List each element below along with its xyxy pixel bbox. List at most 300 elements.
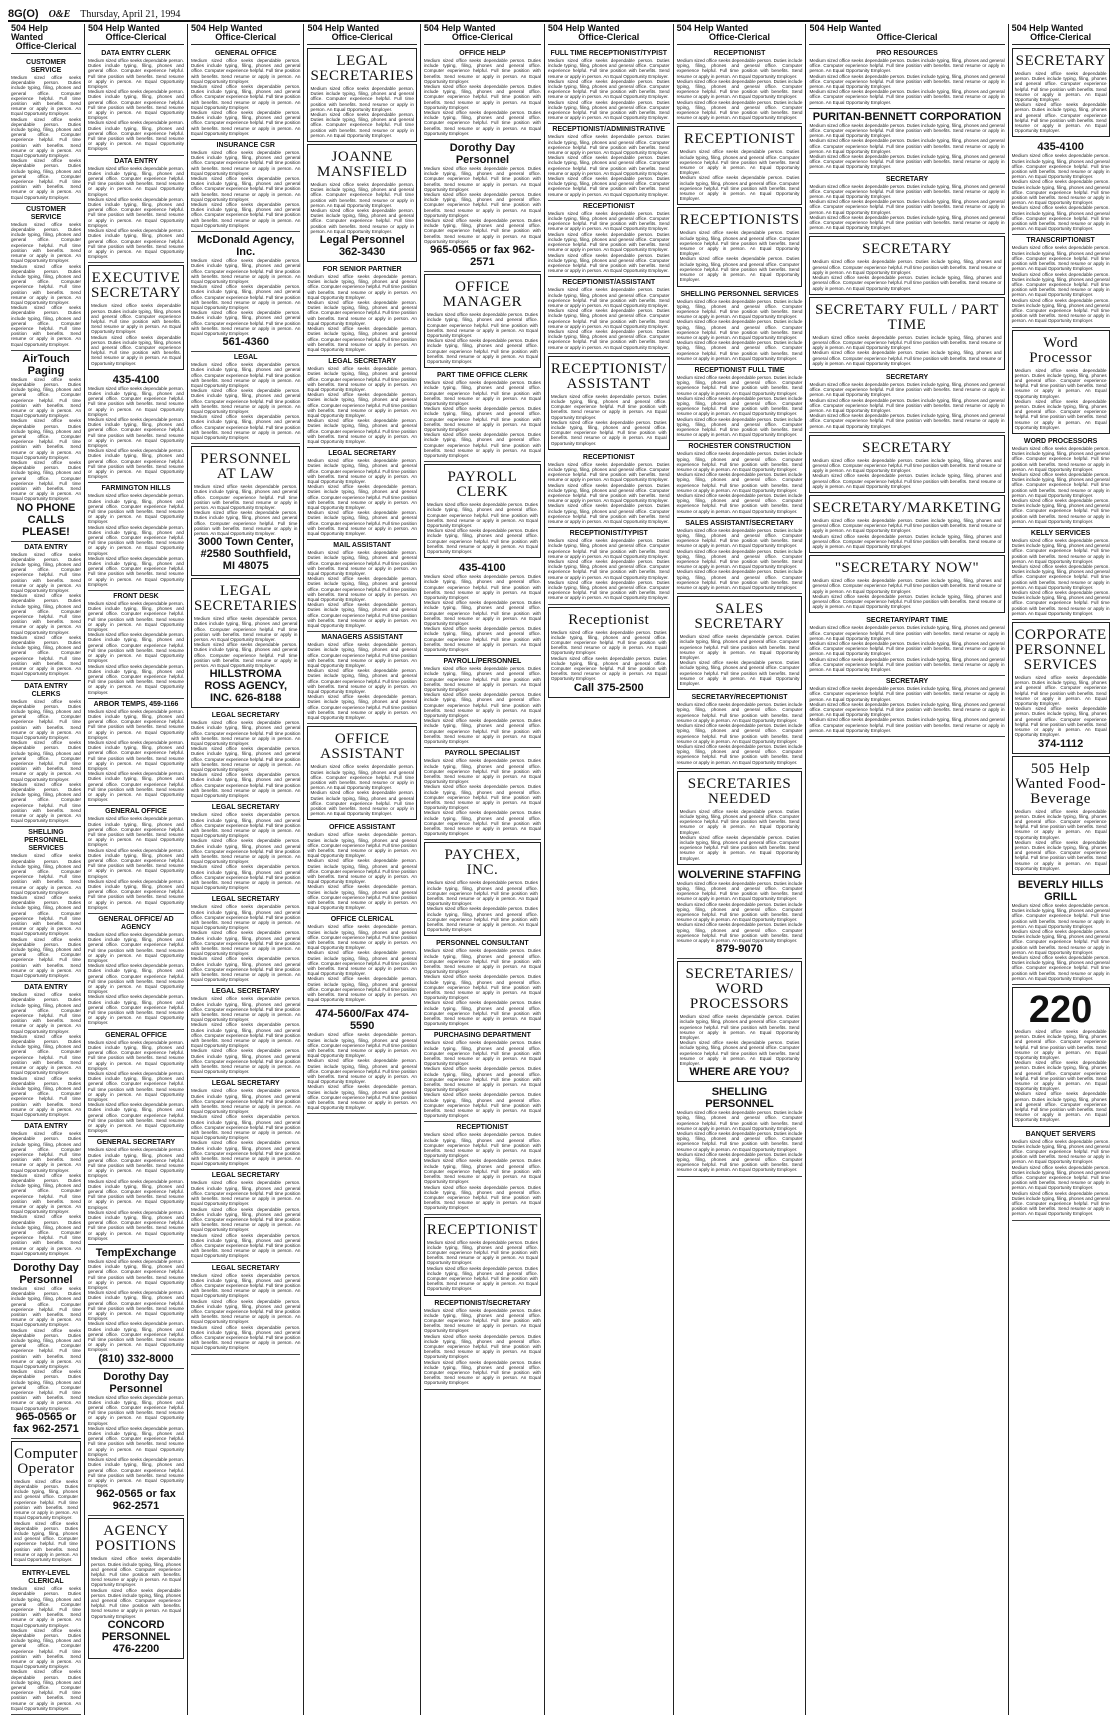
classified-ad (307, 540, 416, 632)
ad-body-text: Medium sized office seeks dependable person. Duties include typing, filing, phones and general office. Computer experience helpful. Full time position with benefits. Send resume or apply in person. An Equal Opportunity Employer. (91, 1556, 181, 1588)
ad-body-text: Medium sized office seeks dependable person. Duties include typing, filing, phones and general office. Computer experience helpful. Full time position with benefits. Send resume or apply in person. An Equal Opportunity Employer. (423, 810, 541, 837)
ad-contact: 474-5600/Fax 474-5590 (315, 1008, 409, 1033)
ad-body-text: Medium sized office seeks dependable person. Duties include typing, filing, phones and general office. Computer experience helpful. Full time position with benefits. Send resume or apply in person. An Equal Opportunity Employer. (11, 158, 81, 200)
ad-body-text: Medium sized office seeks dependable person. Duties include typing, filing, phones and general office. Computer experience helpful. Full time position with benefits. Send resume or apply in person. An Equal Opportunity Employer. (190, 362, 301, 388)
ad-body-text: Medium sized office seeks dependable person. Duties include typing, filing, phones and general office. Computer experience helpful. Full time position with benefits. Send resume or apply in person. An Equal Opportunity Employer. (88, 555, 184, 587)
ad-display-heading: SECRETARY/MARKETING (812, 499, 1002, 516)
ad-heading: DATA ENTRY CLERK (101, 50, 171, 57)
ad-heading: MAIL ASSISTANT (333, 542, 392, 550)
ad-body-text: Medium sized office seeks dependable person. Duties include typing, filing, phones and general office. Computer experience helpful. Full time position with benefits. Send resume or apply in person. An Equal Opportunity Employer. (809, 381, 1005, 398)
classified-ad (191, 140, 300, 232)
ad-body-text: Medium sized office seeks dependable person. Duties include typing, filing, phones and general office. Computer experience helpful. Full time position with benefits. Send resume or apply in person. An Equal Opportunity Employer. (11, 593, 81, 635)
ad-body-text: Medium sized office seeks dependable person. Duties include typing, filing, phones and general office. Computer experience helpful. Full time position with benefits. Send resume or apply in person. An Equal Opportunity Employer. (426, 338, 538, 364)
classified-ad (1012, 987, 1110, 1127)
ad-heading: OFFICE HELP (459, 50, 506, 57)
classified-ad (307, 1006, 416, 1114)
ad-body-text: Medium sized office seeks dependable person. Duties include typing, filing, phones and general office. Computer experience helpful. Full time position with benefits. Send resume or apply in person. An Equal Opportunity Employer. (11, 853, 81, 895)
ad-footer: 3000 Town Center, #2580 Southfield, MI 48075 (197, 536, 294, 573)
ad-body-text: Medium sized office seeks dependable person. Duties include typing, filing, phones and general office. Computer experience helpful. Full time position with benefits. Send resume or apply in person. An Equal Opportunity Employer. (423, 1132, 541, 1159)
ad-display-heading: PERSONNEL AT LAW (200, 451, 292, 483)
ad-body-text: Medium sized office seeks dependable person. Duties include typing, filing, phones and general office. Computer experience helpful. Full time position with benefits. Send resume or apply in person. An Equal Opportunity Employer. (88, 524, 184, 556)
ad-footer: NO PHONE CALLS PLEASE! (16, 501, 76, 538)
ad-body-text: Medium sized office seeks dependable person. Duties include typing, filing, phones and general office. Computer experience helpful. Full time position with benefits. Send resume or apply in person. An Equal Opportunity Employer. (809, 625, 1005, 641)
column-heading (307, 24, 416, 45)
ad-body-text: Medium sized office seeks dependable person. Duties include typing, filing, phones and general office. Computer experience helpful. Full time position with benefits. Send resume or apply in person. An Equal Opportunity Employer. (676, 340, 803, 361)
ad-body-text: Medium sized office seeks dependable person. Duties include typing, filing, phones and general office. Computer experience helpful. Full time position with benefits. Send resume or apply in person. An Equal Opportunity Employer. (676, 702, 803, 723)
ad-body-text: Medium sized office seeks dependable person. Duties include typing, filing, phones and general office. Computer experience helpful. Full time position with benefits. Send resume or apply in person. An Equal Opportunity Employer. (193, 510, 298, 537)
ad-contact: WOLVERINE STAFFING (678, 868, 802, 881)
ad-body-text: Medium sized office seeks dependable person. Duties include typing, filing, phones and general office. Computer experience helpful. Full time position with benefits. Send resume or apply in person. An Equal Opportunity Employer. (88, 120, 184, 152)
classified-ad (1012, 139, 1110, 235)
ad-body-text: Medium sized office seeks dependable person. Duties include typing, filing, phones and general office. Computer experience helpful. Full time position with benefits. Send resume or apply in person. An Equal Opportunity Employer. (809, 199, 1005, 215)
ad-body-text: Medium sized office seeks dependable person. Duties include typing, filing, phones and general office. Computer experience helpful. Full time position with benefits. Send resume or apply in person. An Equal Opportunity Employer. (426, 906, 538, 933)
classified-ad (88, 1030, 184, 1138)
classified-ad (677, 596, 803, 690)
ad-body-text: Medium sized office seeks dependable person. Duties include typing, filing, phones and general office. Computer experience helpful. Full time position with benefits. Send resume or apply in person. An Equal Opportunity Employer. (812, 517, 1002, 534)
ad-body-text: Medium sized office seeks dependable person. Duties include typing, filing, phones and general office. Computer experience helpful. Full time position with benefits. Send resume or apply in person. An Equal Opportunity Employer. (190, 1272, 301, 1299)
ad-body-text: Medium sized office seeks dependable person. Duties include typing, filing, phones and general office. Computer experience helpful. Full time position with benefits. Send resume or apply in person. An Equal Opportunity Employer. (307, 694, 417, 721)
ad-body-text: Medium sized office seeks dependable person. Duties include typing, filing, phones and general office. Computer experience helpful. Full time position with benefits. Send resume or apply in person. An Equal Opportunity Employer. (310, 208, 414, 234)
ad-body-text: Medium sized office seeks dependable person. Duties include typing, filing, phones and general office. Computer experience helpful. Full time position with benefits. Send resume or apply in person. An Equal Opportunity Employer. (14, 1478, 78, 1521)
ad-body-text: Medium sized office seeks dependable person. Duties include typing, filing, phones and general office. Computer experience helpful. Full time position with benefits. Send resume or apply in person. An Equal Opportunity Employer. (11, 376, 81, 419)
ad-body-text: Medium sized office seeks dependable person. Duties include typing, filing, phones and general office. Computer experience helpful. Full time position with benefits. Send resume or apply in person. An Equal Opportunity Employer. (190, 996, 301, 1023)
ad-heading: PART TIME OFFICE CLERK (436, 372, 528, 380)
ad-body-text: Medium sized office seeks dependable person. Duties include typing, filing, phones and general office. Computer experience helpful. Full time position with benefits. Send resume or apply in person. An Equal Opportunity Employer. (550, 655, 667, 682)
ad-display-heading: SALES SECRETARY (694, 601, 785, 633)
ad-body-text: Medium sized office seeks dependable person. Duties include typing, filing, phones and general office. Computer experience helpful. Full time position with benefits. Send resume or apply in person. An Equal Opportunity Employer. (1011, 538, 1110, 564)
classified-ad (307, 48, 416, 142)
ad-body-text: Medium sized office seeks dependable person. Duties include typing, filing, phones and general office. Computer experience helpful. Full time position with benefits. Send resume or apply in person. An Equal Opportunity Employer. (676, 58, 803, 79)
ad-body-text: Medium sized office seeks dependable person. Duties include typing, filing, phones and general office. Computer experience helpful. Full time position with benefits. Send resume or apply in person. An Equal Opportunity Employer. (1014, 102, 1107, 134)
ad-body-text: Medium sized office seeks dependable person. Duties include typing, filing, phones and general office. Computer experience helpful. Full time position with benefits. Send resume or apply in person. An Equal Opportunity Employer. (310, 764, 414, 791)
classified-ad (548, 452, 670, 528)
ad-body-text: Medium sized office seeks dependable person. Duties include typing, filing, phones and general office. Computer experience helpful. Full time position with benefits. Send resume or apply in person. An Equal Opportunity Employer. (547, 579, 670, 601)
classified-ad (1012, 756, 1110, 875)
ad-body-text: Medium sized office seeks dependable person. Duties include typing, filing, phones and general office. Computer experience helpful. Full time position with benefits. Send resume or apply in person. An Equal Opportunity Employer. (676, 319, 803, 340)
ad-body-text: Medium sized office seeks dependable person. Duties include typing, filing, phones and general office. Computer experience helpful. Full time position with benefits. Send resume or apply in person. An Equal Opportunity Employer. (91, 334, 181, 366)
ad-body-text: Medium sized office seeks dependable person. Duties include typing, filing, phones and general office. Computer experience helpful. Full time position with benefits. Send resume or apply in person. An Equal Opportunity Employer. (11, 1586, 81, 1628)
classified-ad (424, 560, 541, 656)
ad-body-text: Medium sized office seeks dependable person. Duties include typing, filing, phones and general office. Computer experience helpful. Full time position with benefits. Send resume or apply in person. An Equal Opportunity Employer. (1011, 902, 1110, 929)
column-heading (88, 24, 184, 45)
ad-body-text: Medium sized office seeks dependable person. Duties include typing, filing, phones and general office. Computer experience helpful. Full time position with benefits. Send resume or apply in person. An Equal Opportunity Employer. (676, 569, 803, 591)
classified-ad (677, 1084, 803, 1176)
ad-body-text: Medium sized office seeks dependable person. Duties include typing, filing, phones and general office. Computer experience helpful. Full time position with benefits. Send resume or apply in person. An Equal Opportunity Employer. (1014, 839, 1107, 871)
ad-body-text: Medium sized office seeks dependable person. Duties include typing, filing, phones and general office. Computer experience helpful. Full time position with benefits. Send resume or apply in person. An Equal Opportunity Employer. (676, 78, 803, 100)
classified-ad (1012, 877, 1110, 985)
ad-body-text: Medium sized office seeks dependable person. Duties include typing, filing, phones and general office. Computer experience helpful. Full time position with benefits. Send resume or apply in person. An Equal Opportunity Employer. (88, 1259, 184, 1291)
classified-ad (809, 555, 1004, 613)
ad-display-heading: PAYROLL CLERK (447, 469, 518, 501)
classified-ad (677, 518, 803, 594)
ad-body-text: Medium sized office seeks dependable person. Duties include typing, filing, phones and general office. Computer experience helpful. Full time position with benefits. Send resume or apply in person. An Equal Opportunity Employer. (307, 576, 417, 603)
ad-heading: GENERAL OFFICE (105, 1031, 167, 1039)
ad-body-text: Medium sized office seeks dependable person. Duties include typing, filing, phones and general office. Computer experience helpful. Full time position with benefits. Send resume or apply in person. An Equal Opportunity Employer. (11, 221, 81, 264)
classified-ad (424, 48, 541, 140)
classified-ad (809, 372, 1004, 433)
classified-ad (11, 1121, 81, 1260)
ad-body-text: Medium sized office seeks dependable person. Duties include typing, filing, phones and general office. Computer experience helpful. Full time position with benefits. Send resume or apply in person. An Equal Opportunity Employer. (310, 790, 414, 817)
ad-body-text: Medium sized office seeks dependable person. Duties include typing, filing, phones and general office. Computer experience helpful. Full time position with benefits. Send resume or apply in person. An Equal Opportunity Employer. (423, 948, 541, 975)
classified-ad (677, 961, 803, 1082)
classified-ad (191, 578, 300, 708)
ad-body-text: Medium sized office seeks dependable person. Duties include typing, filing, phones and general office. Computer experience helpful. Full time position with benefits. Send resume or apply in person. An Equal Opportunity Employer. (809, 89, 1005, 105)
classified-ad (1012, 235, 1110, 327)
ad-body-text: Medium sized office seeks dependable person. Duties include typing, filing, phones and general office. Computer experience helpful. Full time position with benefits. Send resume or apply in person. An Equal Opportunity Employer. (88, 771, 184, 803)
classified-ad (809, 676, 1004, 737)
ad-body-text: Medium sized office seeks dependable person. Duties include typing, filing, phones and general office. Computer experience helpful. Full time position with benefits. Send resume or apply in person. An Equal Opportunity Employer. (423, 58, 541, 84)
ad-display-number: 220 (1028, 988, 1093, 1031)
ad-heading: GENERAL OFFICE (214, 50, 277, 57)
ad-heading: KELLY SERVICES (1030, 530, 1091, 538)
ad-heading: RECEPTIONIST (582, 453, 635, 461)
ad-body-text: Medium sized office seeks dependable person. Duties include typing, filing, phones and general office. Computer experience helpful. Full time position with benefits. Send resume or apply in person. An Equal Opportunity Employer. (423, 1158, 541, 1185)
category-code: 504 (88, 23, 106, 33)
ad-heading: LEGAL SECRETARY (211, 1172, 280, 1180)
column-heading (677, 24, 803, 45)
classified-ad (424, 938, 541, 1030)
ad-display-heading: 505 Help Wanted Food-Beverage (1015, 760, 1107, 807)
ad-body-text: Medium sized office seeks dependable person. Duties include typing, filing, phones and general office. Computer experience helpful. Full time position with benefits. Send resume or apply in person. An Equal Opportunity Employer. (88, 1321, 184, 1353)
ad-heading: RECEPTIONIST (582, 202, 635, 210)
ad-body-text: Medium sized office seeks dependable person. Duties include typing, filing, phones and general office. Computer experience helpful. Full time position with benefits. Send resume or apply in person. An Equal Opportunity Employer. (88, 196, 184, 228)
classified-ad (88, 1137, 184, 1245)
ad-body-text: Medium sized office seeks dependable person. Duties include typing, filing, phones and general office. Computer experience helpful. Full time position with benefits. Send resume or apply in person. An Equal Opportunity Employer. (190, 956, 301, 983)
ad-body-text: Medium sized office seeks dependable person. Duties include typing, filing, phones and general office. Computer experience helpful. Full time position with benefits. Send resume or apply in person. An Equal Opportunity Employer. (307, 484, 417, 510)
classified-ad (1012, 622, 1110, 753)
category-code: 504 (676, 23, 695, 33)
ad-body-text: Medium sized office seeks dependable person. Duties include typing, filing, phones and general office. Computer experience helpful. Full time position with benefits. Send resume or apply in person. An Equal Opportunity Employer. (310, 182, 414, 208)
ad-footer: 561-4360 (222, 336, 269, 349)
ad-body-text: Medium sized office seeks dependable person. Duties include typing, filing, phones and general office. Computer experience helpful. Full time position with benefits. Send resume or apply in person. An Equal Opportunity Employer. (190, 388, 301, 414)
ad-body-text: Medium sized office seeks dependable person. Duties include typing, filing, phones and general office. Computer experience helpful. Full time position with benefits. Send resume or apply in person. An Equal Opportunity Employer. (11, 1286, 81, 1328)
ad-body-text: Medium sized office seeks dependable person. Duties include typing, filing, phones and general office. Computer experience helpful. Full time position with benefits. Send resume or apply in person. An Equal Opportunity Employer. (190, 746, 301, 773)
ad-body-text: Medium sized office seeks dependable person. Duties include typing, filing, phones and general office. Computer experience helpful. Full time position with benefits. Send resume or apply in person. An Equal Opportunity Employer. (190, 1140, 301, 1167)
ad-heading: MANAGERS ASSISTANT (321, 634, 404, 642)
classified-ad (1012, 436, 1110, 528)
ad-body-text: Medium sized office seeks dependable person. Duties include typing, filing, phones and general office. Computer experience helpful. Full time position with benefits. Send resume or apply in person. An Equal Opportunity Employer. (423, 166, 541, 192)
ad-contact: Dorothy Day Personnel (449, 142, 516, 167)
ad-body-text: Medium sized office seeks dependable person. Duties include typing, filing, phones and general office. Computer experience helpful. Full time position with benefits. Send resume or apply in person. An Equal Opportunity Employer. (307, 366, 417, 392)
classified-ad (88, 1245, 184, 1369)
ad-body-text: Medium sized office seeks dependable person. Duties include typing, filing, phones and general office. Computer experience helpful. Full time position with benefits. Send resume or apply in person. An Equal Opportunity Employer. (423, 1040, 541, 1067)
ad-body-text: Medium sized office seeks dependable person. Duties include typing, filing, phones and general office. Computer experience helpful. Full time position with benefits. Send resume or apply in person. An Equal Opportunity Employer. (88, 416, 184, 448)
classified-ad (191, 986, 300, 1078)
ad-body-text: Medium sized office seeks dependable person. Duties include typing, filing, phones and general office. Computer experience helpful. Full time position with benefits. Send resume or apply in person. An Equal Opportunity Employer. (423, 718, 541, 745)
classified-ad (677, 867, 803, 959)
classified-ad (677, 126, 803, 205)
ad-heading: DATA ENTRY (24, 1123, 68, 1131)
ad-body-text: Medium sized office seeks dependable person. Duties include typing, filing, phones and general office. Computer experience helpful. Full time position with benefits. Send resume or apply in person. An Equal Opportunity Employer. (676, 395, 803, 417)
ad-contact: 435-4100 (459, 562, 506, 575)
ad-body-text: Medium sized office seeks dependable person. Duties include typing, filing, phones and general office. Computer experience helpful. Full time position with benefits. Send resume or apply in person. An Equal Opportunity Employer. (676, 1110, 803, 1131)
ad-body-text: Medium sized office seeks dependable person. Duties include typing, filing, phones and general office. Computer experience helpful. Full time position with benefits. Send resume or apply in person. An Equal Opportunity Employer. (426, 528, 538, 554)
ad-body-text: Medium sized office seeks dependable person. Duties include typing, filing, phones and general office. Computer experience helpful. Full time position with benefits. Send resume or apply in person. An Equal Opportunity Employer. (679, 256, 800, 283)
ad-heading: PAYROLL/PERSONNEL (443, 658, 522, 666)
ad-body-text: Medium sized office seeks dependable person. Duties include typing, filing, phones and general office. Computer experience helpful. Full time position with benefits. Send resume or apply in person. An Equal Opportunity Employer. (547, 461, 670, 483)
ad-body-text: Medium sized office seeks dependable person. Duties include typing, filing, phones and general office. Computer experience helpful. Full time position with benefits. Send resume or apply in person. An Equal Opportunity Employer. (812, 275, 1002, 291)
ad-body-text: Medium sized office seeks dependable person. Duties include typing, filing, phones and general office. Computer experience helpful. Full time position with benefits. Send resume or apply in person. An Equal Opportunity Employer. (423, 84, 541, 110)
ad-body-text: Medium sized office seeks dependable person. Duties include typing, filing, phones and general office. Computer experience helpful. Full time position with benefits. Send resume or apply in person. An Equal Opportunity Employer. (88, 1209, 184, 1241)
ad-display-heading: LEGAL SECRETARIES (310, 53, 414, 84)
ad-body-text: Medium sized office seeks dependable person. Duties include typing, filing, phones and general office. Computer experience helpful. Full time position with benefits. Send resume or apply in person. An Equal Opportunity Employer. (1011, 205, 1110, 232)
ad-body-text: Medium sized office seeks dependable person. Duties include typing, filing, phones and general office. Computer experience helpful. Full time position with benefits. Send resume or apply in person. An Equal Opportunity Employer. (11, 263, 81, 305)
ad-body-text: Medium sized office seeks dependable person. Duties include typing, filing, phones and general office. Computer experience helpful. Full time position with benefits. Send resume or apply in person. An Equal Opportunity Employer. (190, 110, 301, 136)
ad-heading: FARMINGTON HILLS (101, 485, 171, 493)
ad-heading: LEGAL SECRETARY (211, 712, 280, 720)
ad-body-text: Medium sized office seeks dependable person. Duties include typing, filing, phones and general office. Computer experience helpful. Full time position with benefits. Send resume or apply in person. An Equal Opportunity Employer. (812, 259, 1002, 275)
ad-display-heading: Receptionist (568, 611, 650, 628)
ad-body-text: Medium sized office seeks dependable person. Duties include typing, filing, phones and general office. Computer experience helpful. Full time position with benefits. Send resume or apply in person. An Equal Opportunity Employer. (88, 739, 184, 771)
ad-body-text: Medium sized office seeks dependable person. Duties include typing, filing, phones and general office. Computer experience helpful. Full time position with benefits. Send resume or apply in person. An Equal Opportunity Employer. (809, 183, 1005, 200)
ad-body-text: Medium sized office seeks dependable person. Duties include typing, filing, phones and general office. Computer experience helpful. Full time position with benefits. Send resume or apply in person. An Equal Opportunity Employer. (190, 258, 301, 284)
ad-display-heading: RECEPTIONIST (426, 1221, 538, 1238)
ad-display-heading: SECRETARIES/ WORD PROCESSORS (685, 966, 794, 1013)
classified-ad (809, 109, 1004, 174)
ad-body-text: Medium sized office seeks dependable person. Duties include typing, filing, phones and general office. Computer experience helpful. Full time position with benefits. Send resume or apply in person. An Equal Opportunity Employer. (307, 924, 417, 951)
ad-body-text: Medium sized office seeks dependable person. Duties include typing, filing, phones and general office. Computer experience helpful. Full time position with benefits. Send resume or apply in person. An Equal Opportunity Employer. (423, 1066, 541, 1093)
ad-body-text: Medium sized office seeks dependable person. Duties include typing, filing, phones and general office. Computer experience helpful. Full time position with benefits. Send resume or apply in person. An Equal Opportunity Employer. (423, 758, 541, 785)
ad-display-heading: "SECRETARY NOW" (834, 560, 980, 577)
ad-heading: SHELLING PERSONNEL SERVICES (680, 290, 799, 298)
ad-heading: RECEPTIONIST FULL TIME (694, 366, 785, 374)
category-code: 504 (307, 23, 325, 33)
classified-ad (11, 351, 81, 542)
publication-name: O&E (48, 9, 71, 20)
ad-body-text: Medium sized office seeks dependable person. Duties include typing, filing, phones and general office. Computer experience helpful. Full time position with benefits. Send resume or apply in person. An Equal Opportunity Employer. (1011, 954, 1110, 981)
ad-body-text: Medium sized office seeks dependable person. Duties include typing, filing, phones and general office. Computer experience helpful. Full time position with benefits. Send resume or apply in person. An Equal Opportunity Employer. (812, 350, 1002, 366)
ad-body-text: Medium sized office seeks dependable person. Duties include typing, filing, phones and general office. Computer experience helpful. Full time position with benefits. Send resume or apply in person. An Equal Opportunity Employer. (1011, 1164, 1110, 1191)
ad-body-text: Medium sized office seeks dependable person. Duties include typing, filing, phones and general office. Computer experience helpful. Full time position with benefits. Send resume or apply in person. An Equal Opportunity Employer. (307, 300, 417, 326)
category-title: Help Wanted (441, 23, 496, 33)
classified-ad (191, 446, 300, 576)
classified-ad (307, 144, 416, 262)
ad-body-text: Medium sized office seeks dependable person. Duties include typing, filing, phones and general office. Computer experience helpful. Full time position with benefits. Send resume or apply in person. An Equal Opportunity Employer. (423, 1307, 541, 1334)
classified-ad (809, 495, 1004, 553)
ad-heading: RECEPTIONIST/ASSISTANT (562, 279, 656, 287)
ad-body-text: Medium sized office seeks dependable person. Duties include typing, filing, phones and general office. Computer experience helpful. Full time position with benefits. Send resume or apply in person. An Equal Opportunity Employer. (1011, 928, 1110, 955)
ad-body-text: Medium sized office seeks dependable person. Duties include typing, filing, phones and general office. Computer experience helpful. Full time position with benefits. Send resume or apply in person. An Equal Opportunity Employer. (307, 392, 417, 418)
ad-body-text: Medium sized office seeks dependable person. Duties include typing, filing, phones and general office. Computer experience helpful. Full time position with benefits. Send resume or apply in person. An Equal Opportunity Employer. (88, 1178, 184, 1210)
ad-body-text: Medium sized office seeks dependable person. Duties include typing, filing, phones and general office. Computer experience helpful. Full time position with benefits. Send resume or apply in person. An Equal Opportunity Employer. (307, 326, 417, 352)
category-subtitle: Office-Clerical (876, 32, 938, 42)
ad-body-text: Medium sized office seeks dependable person. Duties include typing, filing, phones and general office. Computer experience helpful. Full time position with benefits. Send resume or apply in person. An Equal Opportunity Employer. (91, 303, 181, 335)
classified-ad (191, 232, 300, 352)
classified-ad (548, 607, 670, 698)
ad-body-text: Medium sized office seeks dependable person. Duties include typing, filing, phones and general office. Computer experience helpful. Full time position with benefits. Send resume or apply in person. An Equal Opportunity Employer. (190, 1048, 301, 1075)
ad-body-text: Medium sized office seeks dependable person. Duties include typing, filing, phones and general office. Computer experience helpful. Full time position with benefits. Send resume or apply in person. An Equal Opportunity Employer. (88, 228, 184, 260)
ad-footer: 374-1112 (1037, 737, 1084, 750)
ad-body-text: Medium sized office seeks dependable person. Duties include typing, filing, phones and general office. Computer experience helpful. Full time position with benefits. Send resume or apply in person. An Equal Opportunity Employer. (11, 1214, 81, 1256)
ad-body-text: Medium sized office seeks dependable person. Duties include typing, filing, phones and general office. Computer experience helpful. Full time position with benefits. Send resume or apply in person. An Equal Opportunity Employer. (547, 252, 670, 274)
ad-footer: HILLSTROMA ROSS AGENCY, INC. 626-8188 (204, 668, 288, 705)
ad-body-text: Medium sized office seeks dependable person. Duties include typing, filing, phones and general office. Computer experience helpful. Full time position with benefits. Send resume or apply in person. An Equal Opportunity Employer. (1011, 153, 1110, 180)
classified-ad (424, 842, 541, 936)
ad-heading: LEGAL SECRETARY (211, 988, 280, 996)
ad-body-text: Medium sized office seeks dependable person. Duties include typing, filing, phones and general office. Computer experience helpful. Full time position with benefits. Send resume or apply in person. An Equal Opportunity Employer. (1011, 564, 1110, 590)
ad-body-text: Medium sized office seeks dependable person. Duties include typing, filing, phones and general office. Computer experience helpful. Full time position with benefits. Send resume or apply in person. An Equal Opportunity Employer. (190, 310, 301, 336)
classified-column (303, 24, 419, 1715)
classified-column (544, 24, 673, 1715)
ad-display-heading: OFFICE ASSISTANT (320, 731, 405, 763)
ad-body-text: Medium sized office seeks dependable person. Duties include typing, filing, phones and general office. Computer experience helpful. Full time position with benefits. Send resume or apply in person. An Equal Opportunity Employer. (307, 668, 417, 695)
ad-body-text: Medium sized office seeks dependable person. Duties include typing, filing, phones and general office. Computer experience helpful. Full time position with benefits. Send resume or apply in person. An Equal Opportunity Employer. (11, 551, 81, 594)
classified-column (8, 24, 84, 1715)
ad-body-text: Medium sized office seeks dependable person. Duties include typing, filing, phones and general office. Computer experience helpful. Full time position with benefits. Send resume or apply in person. An Equal Opportunity Employer. (679, 634, 800, 661)
ad-body-text: Medium sized office seeks dependable person. Duties include typing, filing, phones and general office. Computer experience helpful. Full time position with benefits. Send resume or apply in person. An Equal Opportunity Employer. (88, 165, 184, 197)
classified-ad (424, 140, 541, 272)
ad-body-text: Medium sized office seeks dependable person. Duties include typing, filing, phones and general office. Computer experience helpful. Full time position with benefits. Send resume or apply in person. An Equal Opportunity Employer. (190, 772, 301, 799)
ad-body-text: Medium sized office seeks dependable person. Duties include typing, filing, phones and general office. Computer experience helpful. Full time position with benefits. Send resume or apply in person. An Equal Opportunity Employer. (1011, 445, 1110, 472)
ad-body-text: Medium sized office seeks dependable person. Duties include typing, filing, phones and general office. Computer experience helpful. Full time position with benefits. Send resume or apply in person. An Equal Opportunity Employer. (190, 1114, 301, 1141)
ad-body-text: Medium sized office seeks dependable person. Duties include typing, filing, phones and general office. Computer experience helpful. Full time position with benefits. Send resume or apply in person. An Equal Opportunity Employer. (809, 701, 1005, 718)
ad-body-text: Medium sized office seeks dependable person. Duties include typing, filing, phones and general office. Computer experience helpful. Full time position with benefits. Send resume or apply in person. An Equal Opportunity Employer. (190, 1324, 301, 1351)
classified-ad (11, 57, 81, 204)
ad-footer: WHERE ARE YOU? (689, 1066, 790, 1079)
ad-body-text: Medium sized office seeks dependable person. Duties include typing, filing, phones and general office. Computer experience helpful. Full time position with benefits. Send resume or apply in person. An Equal Opportunity Employer. (307, 1032, 417, 1059)
ad-body-text: Medium sized office seeks dependable person. Duties include typing, filing, phones and general office. Computer experience helpful. Full time position with benefits. Send resume or apply in person. An Equal Opportunity Employer. (11, 1033, 81, 1076)
classified-ad (88, 591, 184, 699)
ad-body-text: Medium sized office seeks dependable person. Duties include typing, filing, phones and general office. Computer experience helpful. Full time position with benefits. Send resume or apply in person. An Equal Opportunity Employer. (423, 626, 541, 653)
ad-body-text: Medium sized office seeks dependable person. Duties include typing, filing, phones and general office. Computer experience helpful. Full time position with benefits. Send resume or apply in person. An Equal Opportunity Employer. (547, 287, 670, 308)
ad-body-text: Medium sized office seeks dependable person. Duties include typing, filing, phones and general office. Computer experience helpful. Full time position with benefits. Send resume or apply in person. An Equal Opportunity Employer. (812, 457, 1002, 474)
ad-body-text: Medium sized office seeks dependable person. Duties include typing, filing, phones and general office. Computer experience helpful. Full time position with benefits. Send resume or apply in person. An Equal Opportunity Employer. (11, 75, 81, 117)
classified-ad (88, 1518, 184, 1658)
ad-body-text: Medium sized office seeks dependable person. Duties include typing, filing, phones and general office. Computer experience helpful. Full time position with benefits. Send resume or apply in person. An Equal Opportunity Employer. (11, 1075, 81, 1117)
ad-display-heading: CORPORATE PERSONNEL SERVICES (1014, 627, 1107, 674)
ad-heading: LEGAL SECRETARY (211, 896, 280, 904)
ad-body-text: Medium sized office seeks dependable person. Duties include typing, filing, phones and general office. Computer experience helpful. Full time position with benefits. Send resume or apply in person. An Equal Opportunity Employer. (423, 666, 541, 693)
ad-body-text: Medium sized office seeks dependable person. Duties include typing, filing, phones and general office. Computer experience helpful. Full time position with benefits. Send resume or apply in person. An Equal Opportunity Employer. (676, 451, 803, 472)
classified-ad (307, 914, 416, 1006)
ad-body-text: Medium sized office seeks dependable person. Duties include typing, filing, phones and general office. Computer experience helpful. Full time position with benefits. Send resume or apply in person. An Equal Opportunity Employer. (676, 548, 803, 570)
ad-body-text: Medium sized office seeks dependable person. Duties include typing, filing, phones and general office. Computer experience helpful. Full time position with benefits. Send resume or apply in person. An Equal Opportunity Employer. (423, 692, 541, 719)
ad-body-text: Medium sized office seeks dependable person. Duties include typing, filing, phones and general office. Computer experience helpful. Full time position with benefits. Send resume or apply in person. An Equal Opportunity Employer. (423, 1000, 541, 1027)
ad-body-text: Medium sized office seeks dependable person. Duties include typing, filing, phones and general office. Computer experience helpful. Full time position with benefits. Send resume or apply in person. An Equal Opportunity Employer. (14, 1520, 78, 1562)
ad-body-text: Medium sized office seeks dependable person. Duties include typing, filing, phones and general office. Computer experience helpful. Full time position with benefits. Send resume or apply in person. An Equal Opportunity Employer. (676, 374, 803, 396)
classified-ad (809, 236, 1004, 294)
ad-body-text: Medium sized office seeks dependable person. Duties include typing, filing, phones and general office. Computer experience helpful. Full time position with benefits. Send resume or apply in person. An Equal Opportunity Employer. (88, 994, 184, 1026)
ad-body-text: Medium sized office seeks dependable person. Duties include typing, filing, phones and general office. Computer experience helpful. Full time position with benefits. Send resume or apply in person. An Equal Opportunity Employer. (11, 460, 81, 502)
ad-body-text: Medium sized office seeks dependable person. Duties include typing, filing, phones and general office. Computer experience helpful. Full time position with benefits. Send resume or apply in person. An Equal Opportunity Employer. (190, 84, 301, 110)
classified-ad (677, 289, 803, 365)
classified-ad (88, 806, 184, 914)
ad-display-heading: RECEPTIONISTS (679, 212, 800, 229)
ad-footer: 879-9070 (716, 943, 763, 956)
ad-body-text: Medium sized office seeks dependable person. Duties include typing, filing, phones and general office. Computer experience helpful. Full time position with benefits. Send resume or apply in person. An Equal Opportunity Employer. (190, 1206, 301, 1233)
ad-body-text: Medium sized office seeks dependable person. Duties include typing, filing, phones and general office. Computer experience helpful. Full time position with benefits. Send resume or apply in person. An Equal Opportunity Employer. (91, 1587, 181, 1619)
classified-column (1008, 24, 1113, 1715)
category-subtitle: Office-Clerical (1030, 32, 1092, 42)
classified-ad (677, 692, 803, 768)
ad-body-text: Medium sized office seeks dependable person. Duties include typing, filing, phones and general office. Computer experience helpful. Full time position with benefits. Send resume or apply in person. An Equal Opportunity Employer. (547, 503, 670, 525)
classified-ad (88, 48, 184, 156)
ad-body-text: Medium sized office seeks dependable person. Duties include typing, filing, phones and general office. Computer experience helpful. Full time position with benefits. Send resume or apply in person. An Equal Opportunity Employer. (307, 1058, 417, 1085)
ad-body-text: Medium sized office seeks dependable person. Duties include typing, filing, phones and general office. Computer experience helpful. Full time position with benefits. Send resume or apply in person. An Equal Opportunity Employer. (88, 816, 184, 848)
ad-heading: LEGAL SECRETARY (328, 358, 397, 366)
ad-heading: LEGAL (233, 354, 258, 362)
ad-footer: 965-0565 or fax 962-2571 (430, 244, 535, 269)
ad-body-text: Medium sized office seeks dependable person. Duties include typing, filing, phones and general office. Computer experience helpful. Full time position with benefits. Send resume or apply in person. An Equal Opportunity Employer. (547, 58, 670, 79)
ad-heading: PRO RESOURCES (876, 50, 938, 57)
ad-body-text: Medium sized office seeks dependable person. Duties include typing, filing, phones and general office. Computer experience helpful. Full time position with benefits. Send resume or apply in person. An Equal Opportunity Employer. (11, 1172, 81, 1215)
ad-body-text: Medium sized office seeks dependable person. Duties include typing, filing, phones and general office. Computer experience helpful. Full time position with benefits. Send resume or apply in person. An Equal Opportunity Employer. (547, 155, 670, 176)
ad-heading: DATA ENTRY (24, 984, 68, 992)
classified-ad (191, 802, 300, 894)
ad-body-text: Medium sized office seeks dependable person. Duties include typing, filing, phones and general office. Computer experience helpful. Full time position with benefits. Send resume or apply in person. An Equal Opportunity Employer. (11, 418, 81, 460)
ad-body-text: Medium sized office seeks dependable person. Duties include typing, filing, phones and general office. Computer experience helpful. Full time position with benefits. Send resume or apply in person. An Equal Opportunity Employer. (679, 834, 800, 861)
classified-column (805, 24, 1007, 1715)
ad-heading: FULL TIME RECEPTIONIST/TYPIST (550, 50, 668, 57)
classified-ad (191, 48, 300, 140)
ad-heading: CUSTOMER SERVICE (26, 205, 66, 221)
ad-body-text: Medium sized office seeks dependable person. Duties include typing, filing, phones and general office. Computer experience helpful. Full time position with benefits. Send resume or apply in person. An Equal Opportunity Employer. (679, 1040, 800, 1067)
ad-body-text: Medium sized office seeks dependable person. Duties include typing, filing, phones and general office. Computer experience helpful. Full time position with benefits. Send resume or apply in person. An Equal Opportunity Employer. (88, 1102, 184, 1134)
ad-body-text: Medium sized office seeks dependable person. Duties include typing, filing, phones and general office. Computer experience helpful. Full time position with benefits. Send resume or apply in person. An Equal Opportunity Employer. (88, 89, 184, 121)
ad-body-text: Medium sized office seeks dependable person. Duties include typing, filing, phones and general office. Computer experience helpful. Full time position with benefits. Send resume or apply in person. An Equal Opportunity Employer. (190, 930, 301, 957)
ad-contact: PURITAN-BENNETT CORPORATION (812, 110, 1002, 123)
classified-ad (677, 771, 803, 865)
ad-heading: RECEPTIONIST/TYPIST (569, 530, 648, 538)
ad-body-text: Medium sized office seeks dependable person. Duties include typing, filing, phones and general office. Computer experience helpful. Full time position with benefits. Send resume or apply in person. An Equal Opportunity Employer. (1011, 590, 1110, 616)
classified-ad (677, 365, 803, 441)
classified-ad (424, 1217, 541, 1296)
ad-body-text: Medium sized office seeks dependable person. Duties include typing, filing, phones and general office. Computer experience helpful. Full time position with benefits. Send resume or apply in person. An Equal Opportunity Employer. (88, 1425, 184, 1457)
ad-body-text: Medium sized office seeks dependable person. Duties include typing, filing, phones and general office. Computer experience helpful. Full time position with benefits. Send resume or apply in person. An Equal Opportunity Employer. (812, 533, 1002, 549)
ad-display-heading: SECRETARY FULL / PART TIME (815, 301, 999, 333)
ad-body-text: Medium sized office seeks dependable person. Duties include typing, filing, phones and general office. Computer experience helpful. Full time position with benefits. Send resume or apply in person. An Equal Opportunity Employer. (307, 602, 417, 629)
ad-heading: OFFICE ASSISTANT (328, 824, 396, 832)
ad-body-text: Medium sized office seeks dependable person. Duties include typing, filing, phones and general office. Computer experience helpful. Full time position with benefits. Send resume or apply in person. An Equal Opportunity Employer. (809, 214, 1005, 231)
ad-body-text: Medium sized office seeks dependable person. Duties include typing, filing, phones and general office. Computer experience helpful. Full time position with benefits. Send resume or apply in person. An Equal Opportunity Employer. (1011, 271, 1110, 298)
page-number: 8G(O) (8, 8, 39, 20)
classified-ad (548, 48, 670, 124)
ad-body-text: Medium sized office seeks dependable person. Duties include typing, filing, phones and general office. Computer experience helpful. Full time position with benefits. Send resume or apply in person. An Equal Opportunity Employer. (809, 686, 1005, 702)
category-code: 504 (190, 23, 209, 33)
ad-body-text: Medium sized office seeks dependable person. Duties include typing, filing, phones and general office. Computer experience helpful. Full time position with benefits. Send resume or apply in person. An Equal Opportunity Employer. (88, 1290, 184, 1322)
classified-ad (307, 726, 416, 820)
ad-body-text: Medium sized office seeks dependable person. Duties include typing, filing, phones and general office. Computer experience helpful. Full time position with benefits. Send resume or apply in person. An Equal Opportunity Employer. (11, 992, 81, 1034)
ad-heading: WORD PROCESSORS (1023, 437, 1098, 445)
ad-heading: SECRETARY/RECEPTIONIST (691, 694, 788, 702)
ad-body-text: Medium sized office seeks dependable person. Duties include typing, filing, phones and general office. Computer experience helpful. Full time position with benefits. Send resume or apply in person. An Equal Opportunity Employer. (190, 202, 301, 228)
ad-heading: RECEPTIONIST/ADMINISTRATIVE (552, 126, 666, 134)
ad-display-heading: LEGAL SECRETARIES (193, 583, 298, 615)
ad-body-text: Medium sized office seeks dependable person. Duties include typing, filing, phones and general office. Computer experience helpful. Full time position with benefits. Send resume or apply in person. An Equal Opportunity Employer. (679, 660, 800, 687)
classified-ad (548, 124, 670, 200)
ad-body-text: Medium sized office seeks dependable person. Duties include typing, filing, phones and general office. Computer experience helpful. Full time position with benefits. Send resume or apply in person. An Equal Opportunity Employer. (676, 1131, 803, 1152)
classified-ad (88, 483, 184, 591)
classified-ad (1012, 528, 1110, 620)
ad-footer: CONCORD PERSONNEL 476-2200 (101, 1618, 171, 1655)
ad-body-text: Medium sized office seeks dependable person. Duties include typing, filing, phones and general office. Computer experience helpful. Full time position with benefits. Send resume or apply in person. An Equal Opportunity Employer. (11, 698, 81, 740)
classified-ad (11, 204, 81, 351)
ad-body-text: Medium sized office seeks dependable person. Duties include typing, filing, phones and general office. Computer experience helpful. Full time position with benefits. Send resume or apply in person. An Equal Opportunity Employer. (809, 122, 1005, 139)
ad-body-text: Medium sized office seeks dependable person. Duties include typing, filing, phones and general office. Computer experience helpful. Full time position with benefits. Send resume or apply in person. An Equal Opportunity Employer. (676, 99, 803, 121)
ad-heading: FOR SENIOR PARTNER (322, 266, 402, 274)
ad-body-text: Medium sized office seeks dependable person. Duties include typing, filing, phones and general office. Computer experience helpful. Full time position with benefits. Send resume or apply in person. An Equal Opportunity Employer. (11, 740, 81, 782)
ad-body-text: Medium sized office seeks dependable person. Duties include typing, filing, phones and general office. Computer experience helpful. Full time position with benefits. Send resume or apply in person. An Equal Opportunity Employer. (423, 1092, 541, 1119)
ad-body-text: Medium sized office seeks dependable person. Duties include typing, filing, phones and general office. Computer experience helpful. Full time position with benefits. Send resume or apply in person. An Equal Opportunity Employer. (809, 397, 1005, 413)
ad-display-heading: JOANNE MANSFIELD (317, 149, 408, 181)
ad-heading: OFFICE CLERICAL (330, 916, 394, 924)
ad-body-text: Medium sized office seeks dependable person. Duties include typing, filing, phones and general office. Computer experience helpful. Full time position with benefits. Send resume or apply in person. An Equal Opportunity Employer. (809, 58, 1005, 74)
classified-ad (307, 822, 416, 914)
ad-body-text: Medium sized office seeks dependable person. Duties include typing, filing, phones and general office. Computer experience helpful. Full time position with benefits. Send resume or apply in person. An Equal Opportunity Employer. (423, 1359, 541, 1386)
ad-body-text: Medium sized office seeks dependable person. Duties include typing, filing, phones and general office. Computer experience helpful. Full time position with benefits. Send resume or apply in person. An Equal Opportunity Employer. (676, 880, 803, 902)
ad-body-text: Medium sized office seeks dependable person. Duties include typing, filing, phones and general office. Computer experience helpful. Full time position with benefits. Send resume or apply in person. An Equal Opportunity Employer. (1014, 808, 1107, 840)
ad-body-text: Medium sized office seeks dependable person. Duties include typing, filing, phones and general office. Computer experience helpful. Full time position with benefits. Send resume or apply in person. An Equal Opportunity Employer. (809, 154, 1005, 170)
